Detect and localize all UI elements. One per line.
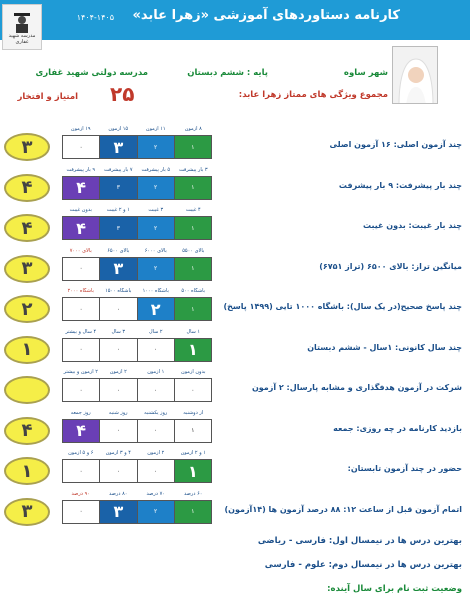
- scale-label: ۲ آزمون و بیشتر: [63, 369, 98, 375]
- score-box: ۲: [137, 298, 174, 320]
- score-box: ۱: [174, 339, 211, 361]
- score-box: ۴: [63, 217, 99, 239]
- scale-label: روز جمعه: [70, 409, 91, 416]
- scale-label: باشگاه ۱۵۰۰: [105, 288, 132, 294]
- page-title: کارنامه دستاوردهای آموزشی «زهرا عابد»: [132, 8, 400, 23]
- scale-label: ۹۰ درصد: [71, 490, 90, 497]
- row-scale-labels: [62, 126, 212, 134]
- score-box: ۰: [63, 298, 99, 320]
- score-box: ۰: [99, 339, 136, 361]
- scale-label: بالای ۶۰۰۰: [144, 247, 167, 254]
- scale-label: ۱۱ آزمون: [145, 126, 166, 132]
- best-subjects-second: بهترین درس ها در نیمسال دوم: علوم - فارسی: [264, 560, 462, 570]
- row-score-boxes: [62, 500, 212, 524]
- scale-label: ۲ سال: [148, 328, 163, 335]
- school-label: مدرسه دولتی شهید غفاری: [35, 68, 148, 78]
- row-score-circle: ۲: [4, 295, 50, 323]
- score-box: ۴: [63, 420, 99, 442]
- registration-status: وضعیت ثبت نام برای سال آینده:: [327, 584, 462, 594]
- row-score-boxes: [62, 378, 212, 402]
- row-question: حضور در چند آزمون تابستان:: [347, 464, 462, 473]
- score-box: ۳: [99, 258, 136, 280]
- scale-label: ۱ آزمون: [147, 369, 165, 375]
- score-box: ۱: [174, 460, 211, 482]
- score-box: ۴: [63, 177, 99, 199]
- score-box: ۰: [137, 379, 174, 401]
- scale-label: ۳ بار پیشرفت: [178, 166, 208, 173]
- scale-label: باشگاه ۵۰۰: [181, 288, 206, 294]
- row-score-boxes: [62, 297, 212, 321]
- score-box: ۰: [63, 460, 99, 482]
- row-score-circle: ۳: [4, 255, 50, 283]
- row-question: بازدید کارنامه در چه روزی: جمعه: [333, 423, 462, 433]
- scale-label: ۷۰ درصد: [146, 490, 165, 497]
- scale-label: روز شنبه: [108, 409, 128, 416]
- scale-label: بالای ۵۵۰۰: [182, 247, 205, 254]
- scale-label: ۸۰ درصد: [109, 490, 128, 497]
- scale-label: ۹ بار پیشرفت: [66, 166, 96, 173]
- row-scale-labels: [62, 369, 212, 377]
- score-box: ۳: [99, 501, 136, 523]
- student-photo: [392, 46, 438, 104]
- score-box: ۰: [63, 501, 99, 523]
- score-box: ۰: [99, 460, 136, 482]
- scale-label: ۶ و ۵ آزمون: [68, 450, 94, 456]
- row-score-circle: ۱: [4, 457, 50, 485]
- row-score-circle: ۳: [4, 498, 50, 526]
- row-question: چند بار پیشرفت: ۹ بار پیشرفت: [338, 180, 462, 190]
- points-label: مجموع ویژگی های ممتاز زهرا عابد:: [238, 90, 388, 100]
- score-box: ۳: [99, 217, 136, 239]
- scale-label: ۵ بار پیشرفت: [141, 166, 171, 173]
- row-question: چند بار غیبت: بدون غیبت: [363, 221, 462, 230]
- score-box: ۰: [99, 298, 136, 320]
- score-box: ۰: [99, 379, 136, 401]
- scale-label: ۱ و ۲ غیبت: [106, 207, 130, 213]
- row-question: اتمام آزمون قبل از ساعت ۱۲: ۸۸ درصد آزمون ها (۱۴آزمون): [224, 504, 462, 514]
- grade-label: پایه : ششم دبستان: [187, 68, 268, 78]
- row-score-circle: ۴: [4, 214, 50, 242]
- score-box: ۲: [137, 501, 174, 523]
- scale-label: ۴ و ۳ آزمون: [105, 450, 131, 456]
- row-score-boxes: [62, 176, 212, 200]
- score-box: ۱: [174, 177, 211, 199]
- scale-label: باشگاه ۲۰۰۰: [67, 288, 94, 294]
- row-scale-labels: [62, 288, 212, 296]
- score-box: ۲: [137, 136, 174, 158]
- row-question: میانگین تراز: بالای ۶۵۰۰ (تراز ۶۷۵۱): [319, 261, 462, 271]
- score-box: ۳: [99, 177, 136, 199]
- row-scale-labels: [62, 491, 212, 499]
- scale-label: ۶۰ درصد: [184, 490, 203, 497]
- scale-label: روز یکشنبه: [144, 409, 168, 416]
- scale-label: ۳ غیبت: [148, 207, 164, 213]
- scale-label: ۱ سال: [186, 328, 201, 335]
- score-box: ۱: [174, 217, 211, 239]
- score-box: ۱: [174, 420, 211, 442]
- score-box: ۱: [174, 298, 211, 320]
- row-score-circle: ۴: [4, 174, 50, 202]
- score-box: ۰: [63, 339, 99, 361]
- score-box: ۲: [137, 217, 174, 239]
- scale-label: بالای ۷۰۰۰: [69, 247, 92, 254]
- row-score-circle: ۱: [4, 336, 50, 364]
- score-box: ۰: [99, 420, 136, 442]
- scale-label: ۱۵ آزمون: [108, 126, 129, 132]
- score-box: ۱: [174, 136, 211, 158]
- graduate-icon: [12, 9, 32, 33]
- score-box: ۲: [137, 258, 174, 280]
- score-box: ۰: [63, 136, 99, 158]
- row-scale-labels: [62, 410, 212, 418]
- city-label: شهر ساوه: [343, 68, 388, 78]
- row-score-boxes: [62, 338, 212, 362]
- scale-label: باشگاه ۱۰۰۰: [142, 288, 169, 294]
- row-question: چند آزمون اصلی: ۱۶ آزمون اصلی: [329, 140, 462, 149]
- row-scale-labels: [62, 450, 212, 458]
- row-scale-labels: [62, 167, 212, 175]
- score-label: امتیاز و افتخار: [17, 92, 78, 102]
- scale-label: ۴ غیبت: [185, 207, 201, 213]
- scale-label: ۸ آزمون: [184, 126, 202, 132]
- row-question: چند سال کانونی: ۱سال - ششم دبستان: [307, 342, 462, 352]
- row-score-boxes: [62, 216, 212, 240]
- student-avatar-icon: [393, 47, 438, 104]
- scale-label: از دوشنبه: [183, 409, 204, 416]
- row-question: چند پاسخ صحیح(در یک سال): باشگاه ۱۰۰۰ تایی (۱۴۹۹ پاسخ): [223, 302, 462, 311]
- scale-label: ۱ و ۲ آزمون: [180, 450, 206, 456]
- score-box: ۰: [137, 420, 174, 442]
- row-score-circle: ۳: [4, 133, 50, 161]
- score-box: ۰: [63, 258, 99, 280]
- scale-label: ۲ آزمون: [109, 369, 127, 375]
- logo-text: مدرسه شهید غفاری: [8, 33, 36, 45]
- total-score: ۲۵: [110, 82, 135, 106]
- scale-label: ۱۹ آزمون: [70, 126, 91, 132]
- scale-label: بدون آزمون: [181, 369, 206, 375]
- row-score-circle: [4, 376, 50, 404]
- header-bar: [0, 0, 470, 40]
- row-score-boxes: [62, 419, 212, 443]
- score-box: ۱: [174, 258, 211, 280]
- scale-label: بالای ۶۵۰۰: [107, 247, 130, 254]
- row-score-boxes: [62, 459, 212, 483]
- scale-label: بدون غیبت: [69, 207, 92, 213]
- scale-label: ۷ بار پیشرفت: [103, 166, 133, 173]
- score-box: ۳: [99, 136, 136, 158]
- scale-label: ۲ آزمون: [147, 450, 165, 456]
- score-box: ۰: [63, 379, 99, 401]
- row-score-boxes: [62, 257, 212, 281]
- school-logo: [2, 4, 42, 50]
- score-box: ۰: [174, 379, 211, 401]
- row-scale-labels: [62, 329, 212, 337]
- row-scale-labels: [62, 248, 212, 256]
- score-box: ۰: [137, 339, 174, 361]
- score-box: ۲: [137, 177, 174, 199]
- row-scale-labels: [62, 207, 212, 215]
- score-box: ۰: [137, 460, 174, 482]
- row-score-circle: ۴: [4, 417, 50, 445]
- scale-label: ۴ سال و بیشتر: [65, 328, 97, 335]
- row-score-boxes: [62, 135, 212, 159]
- best-subjects-first: بهترین درس ها در نیمسال اول: فارسی - ریاضی: [257, 536, 462, 546]
- scale-label: ۳ سال: [111, 328, 126, 335]
- row-question: شرکت در آزمون هدفگذاری و مشابه پارسال: ۲ آزمون: [251, 383, 462, 392]
- header-year: ۱۴۰۴-۱۴۰۵: [76, 13, 114, 22]
- score-box: ۱: [174, 501, 211, 523]
